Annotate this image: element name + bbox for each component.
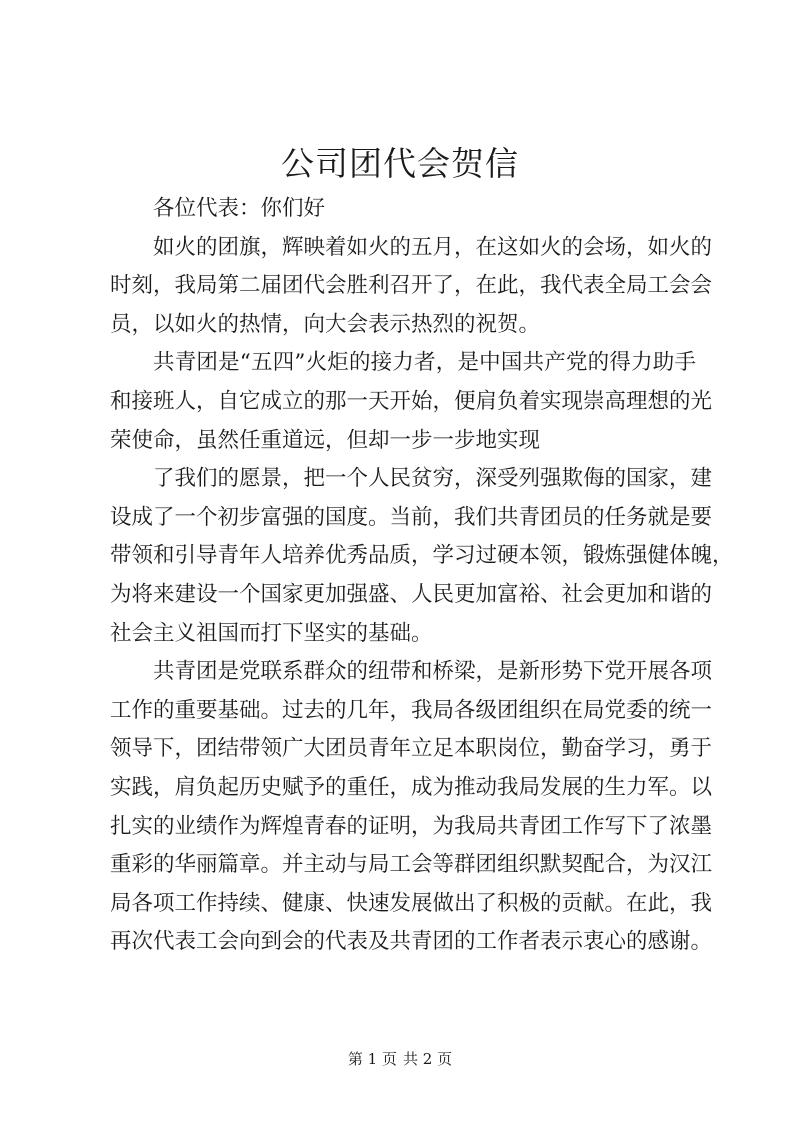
text-line: 设成了一个初步富强的国度。当前，我们共青团员的任务就是要 (110, 504, 713, 530)
text-line: 重彩的华丽篇章。并主动与局工会等群团组织默契配合，为汉江 (110, 852, 713, 878)
text-line: 为将来建设一个国家更加强盛、人民更加富裕、社会更加和谐的 (110, 581, 713, 607)
text-line: 再次代表工会向到会的代表及共青团的工作者表示衷心的感谢。 (110, 929, 713, 955)
text-line: 扎实的业绩作为辉煌青春的证明，为我局共青团工作写下了浓墨 (110, 813, 713, 839)
text-line: 员，以如火的热情，向大会表示热烈的祝贺。 (110, 311, 541, 337)
text-line: 了我们的愿景，把一个人民贫穷，深受列强欺侮的国家，建 (153, 466, 713, 492)
text-line: 领导下，团结带领广大团员青年立足本职岗位，勤奋学习，勇于 (110, 736, 713, 762)
document-body (110, 190, 734, 962)
paragraph (110, 460, 734, 653)
page-number: 第 1 页 (347, 1050, 397, 1068)
text-line: 时刻，我局第二届团代会胜利召开了，在此，我代表全局工会会 (110, 273, 713, 299)
text-line: 工作的重要基础。过去的几年，我局各级团组织在局党委的统一 (110, 697, 713, 723)
text-line: 共青团是党联系群众的纽带和桥梁，是新形势下党开展各项 (153, 659, 713, 685)
text-line: 社会主义祖国而打下坚实的基础。 (110, 620, 433, 646)
paragraph (110, 653, 713, 962)
paragraph (110, 344, 713, 460)
page-footer (0, 1048, 800, 1069)
text-line: 共青团是“五四”火炬的接力者，是中国共产党的得力助手 (153, 350, 696, 376)
text-line: 荣使命，虽然任重道远，但却一步一步地实现 (110, 427, 541, 453)
text-line: 如火的团旗，辉映着如火的五月，在这如火的会场，如火的 (153, 234, 713, 260)
page-total: 共 2 页 (403, 1050, 453, 1068)
text-line: 实践，肩负起历史赋予的重任，成为推动我局发展的生力军。以 (110, 774, 713, 800)
text-line: 局各项工作持续、健康、快速发展做出了积极的贡献。在此，我 (110, 890, 713, 916)
document-title: 公司团代会贺信 (281, 144, 519, 183)
paragraph (110, 229, 713, 345)
greeting: 各位代表：你们好 (153, 196, 326, 221)
text-line: 带领和引导青年人培养优秀品质，学习过硬本领，锻炼强健体魄， (110, 543, 734, 569)
text-line: 和接班人，自它成立的那一天开始，便肩负着实现崇高理想的光 (110, 388, 713, 414)
